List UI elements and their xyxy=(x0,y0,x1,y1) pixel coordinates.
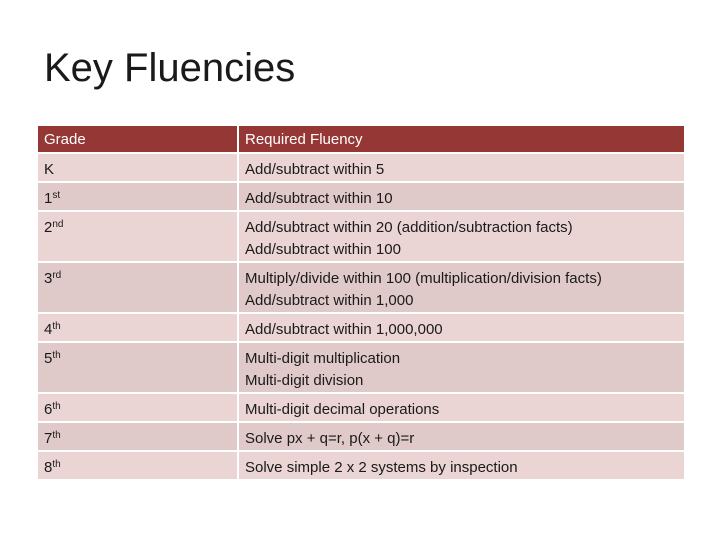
table-header-row xyxy=(38,126,684,153)
table-row xyxy=(38,422,684,451)
table-row xyxy=(38,262,684,313)
grade-cell: 7th xyxy=(38,422,238,451)
table-row xyxy=(38,451,684,479)
fluency-table xyxy=(38,126,684,479)
fluency-cell: Multiply/divide within 100 (multiplication/division facts) Add/subtract within 1,000 xyxy=(238,262,684,313)
fluency-cell: Solve px + q=r, p(x + q)=r xyxy=(238,422,684,451)
table-row xyxy=(38,313,684,342)
grade-cell: 4th xyxy=(38,313,238,342)
fluency-cell: Add/subtract within 20 (addition/subtraction facts) Add/subtract within 100 xyxy=(238,211,684,262)
grade-cell: 3rd xyxy=(38,262,238,313)
table-row xyxy=(38,153,684,182)
table-row xyxy=(38,182,684,211)
grade-cell: K xyxy=(38,153,238,182)
header-required-fluency: Required Fluency xyxy=(238,126,684,153)
grade-cell: 6th xyxy=(38,393,238,422)
fluency-cell: Add/subtract within 5 xyxy=(238,153,684,182)
grade-cell: 5th xyxy=(38,342,238,393)
header-grade: Grade xyxy=(38,126,238,153)
table-row xyxy=(38,342,684,393)
fluency-cell: Multi-digit decimal operations xyxy=(238,393,684,422)
grade-cell: 2nd xyxy=(38,211,238,262)
page-title: Key Fluencies xyxy=(44,46,296,90)
grade-cell: 1st xyxy=(38,182,238,211)
fluency-cell: Multi-digit multiplication Multi-digit division xyxy=(238,342,684,393)
grade-cell: 8th xyxy=(38,451,238,479)
table-row xyxy=(38,393,684,422)
table-row xyxy=(38,211,684,262)
fluency-cell: Add/subtract within 10 xyxy=(238,182,684,211)
fluency-cell: Solve simple 2 x 2 systems by inspection xyxy=(238,451,684,479)
fluency-cell: Add/subtract within 1,000,000 xyxy=(238,313,684,342)
